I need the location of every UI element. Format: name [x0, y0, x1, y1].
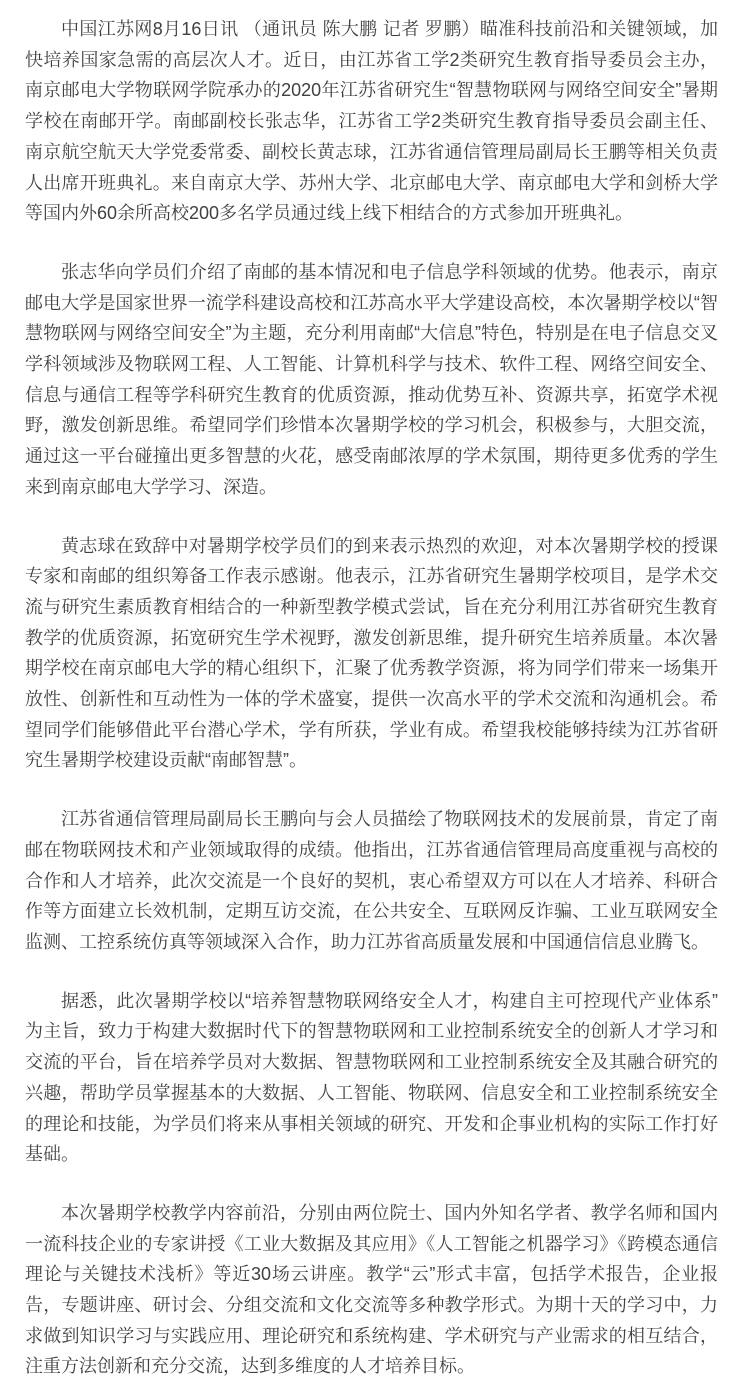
article-paragraph-3: 黄志球在致辞中对暑期学校学员们的到来表示热烈的欢迎，对本次暑期学校的授课专家和南邮的组织筹备工作表示感谢。他表示，江苏省研究生暑期学校项目，是学术交流与研究生素质教育相结合的一种新型教学模式尝试，旨在充分利用江苏省研究生教育教学的优质资源，拓宽研究生学术视野，激发创新思维，提升研究生培养质量。本次暑期学校在南京邮电大学的精心组织下，汇聚了优秀教学资源，将为同学们带来一场集开放性、创新性和互动性为一体的学术盛宴，提供一次高水平的学术交流和沟通机会。希望同学们能够借此平台潜心学术，学有所获，学业有成。希望我校能够持续为江苏省研究生暑期学校建设贡献“南邮智慧”。 [25, 535, 718, 771]
article-paragraph-5: 据悉，此次暑期学校以“培养智慧物联网络安全人才，构建自主可控现代产业体系”为主旨，致力于构建大数据时代下的智慧物联网和工业控制系统安全的创新人才学习和交流的平台，旨在培养学员对大数据、智慧物联网和工业控制系统安全及其融合研究的兴趣，帮助学员掌握基本的大数据、人工智能、物联网、信息安全和工业控制系统安全的理论和技能，为学员们将来从事相关领域的研究、开发和企事业机构的实际工作打好基础。 [25, 990, 718, 1165]
article-paragraph-6: 本次暑期学校教学内容前沿，分别由两位院士、国内外知名学者、教学名师和国内一流科技企业的专家讲授《工业大数据及其应用》《人工智能之机器学习》《跨模态通信理论与关键技术浅析》等近30场云讲座。教学“云”形式丰富，包括学术报告，企业报告，专题讲座、研讨会、分组交流和文化交流等多种教学形式。为期十天的学习中，力求做到知识学习与实践应用、理论研究和系统构建、学术研究与产业需求的相互结合，注重方法创新和充分交流，达到多维度的人才培养目标。 [25, 1202, 718, 1377]
article-paragraph-2: 张志华向学员们介绍了南邮的基本情况和电子信息学科领域的优势。他表示，南京邮电大学是国家世界一流学科建设高校和江苏高水平大学建设高校，本次暑期学校以“智慧物联网与网络空间安全”为主题，充分利用南邮“大信息”特色，特别是在电子信息交叉学科领域涉及物联网工程、人工智能、计算机科学与技术、软件工程、网络空间安全、信息与通信工程等学科研究生教育的优质资源，推动优势互补、资源共享，拓宽学术视野，激发创新思维。希望同学们珍惜本次暑期学校的学习机会，积极参与，大胆交流，通过这一平台碰撞出更多智慧的火花，感受南邮浓厚的学术氛围，期待更多优秀的学生来到南京邮电大学学习、深造。 [25, 261, 718, 497]
article-paragraph-1: 中国江苏网8月16日讯 （通讯员 陈大鹏 记者 罗鹏）瞄准科技前沿和关键领域，加快培养国家急需的高层次人才。近日，由江苏省工学2类研究生教育指导委员会主办，南京邮电大学物联网学院承办的2020年江苏省研究生“智慧物联网与网络空间安全”暑期学校在南邮开学。南邮副校长张志华，江苏省工学2类研究生教育指导委员会副主任、南京航空航天大学党委常委、副校长黄志球，江苏省通信管理局副局长王鹏等相关负责人出席开班典礼。来自南京大学、苏州大学、北京邮电大学、南京邮电大学和剑桥大学等国内外60余所高校200多名学员通过线上线下相结合的方式参加开班典礼。 [25, 19, 718, 224]
article-paragraph-4: 江苏省通信管理局副局长王鹏向与会人员描绘了物联网技术的发展前景，肯定了南邮在物联网技术和产业领域取得的成绩。他指出，江苏省通信管理局高度重视与高校的合作和人才培养，此次交流是一个良好的契机，衷心希望双方可以在人才培养、科研合作等方面建立长效机制，定期互访交流，在公共安全、互联网反诈骗、工业互联网安全监测、工控系统仿真等领域深入合作，助力江苏省高质量发展和中国通信信息业腾飞。 [25, 809, 718, 952]
